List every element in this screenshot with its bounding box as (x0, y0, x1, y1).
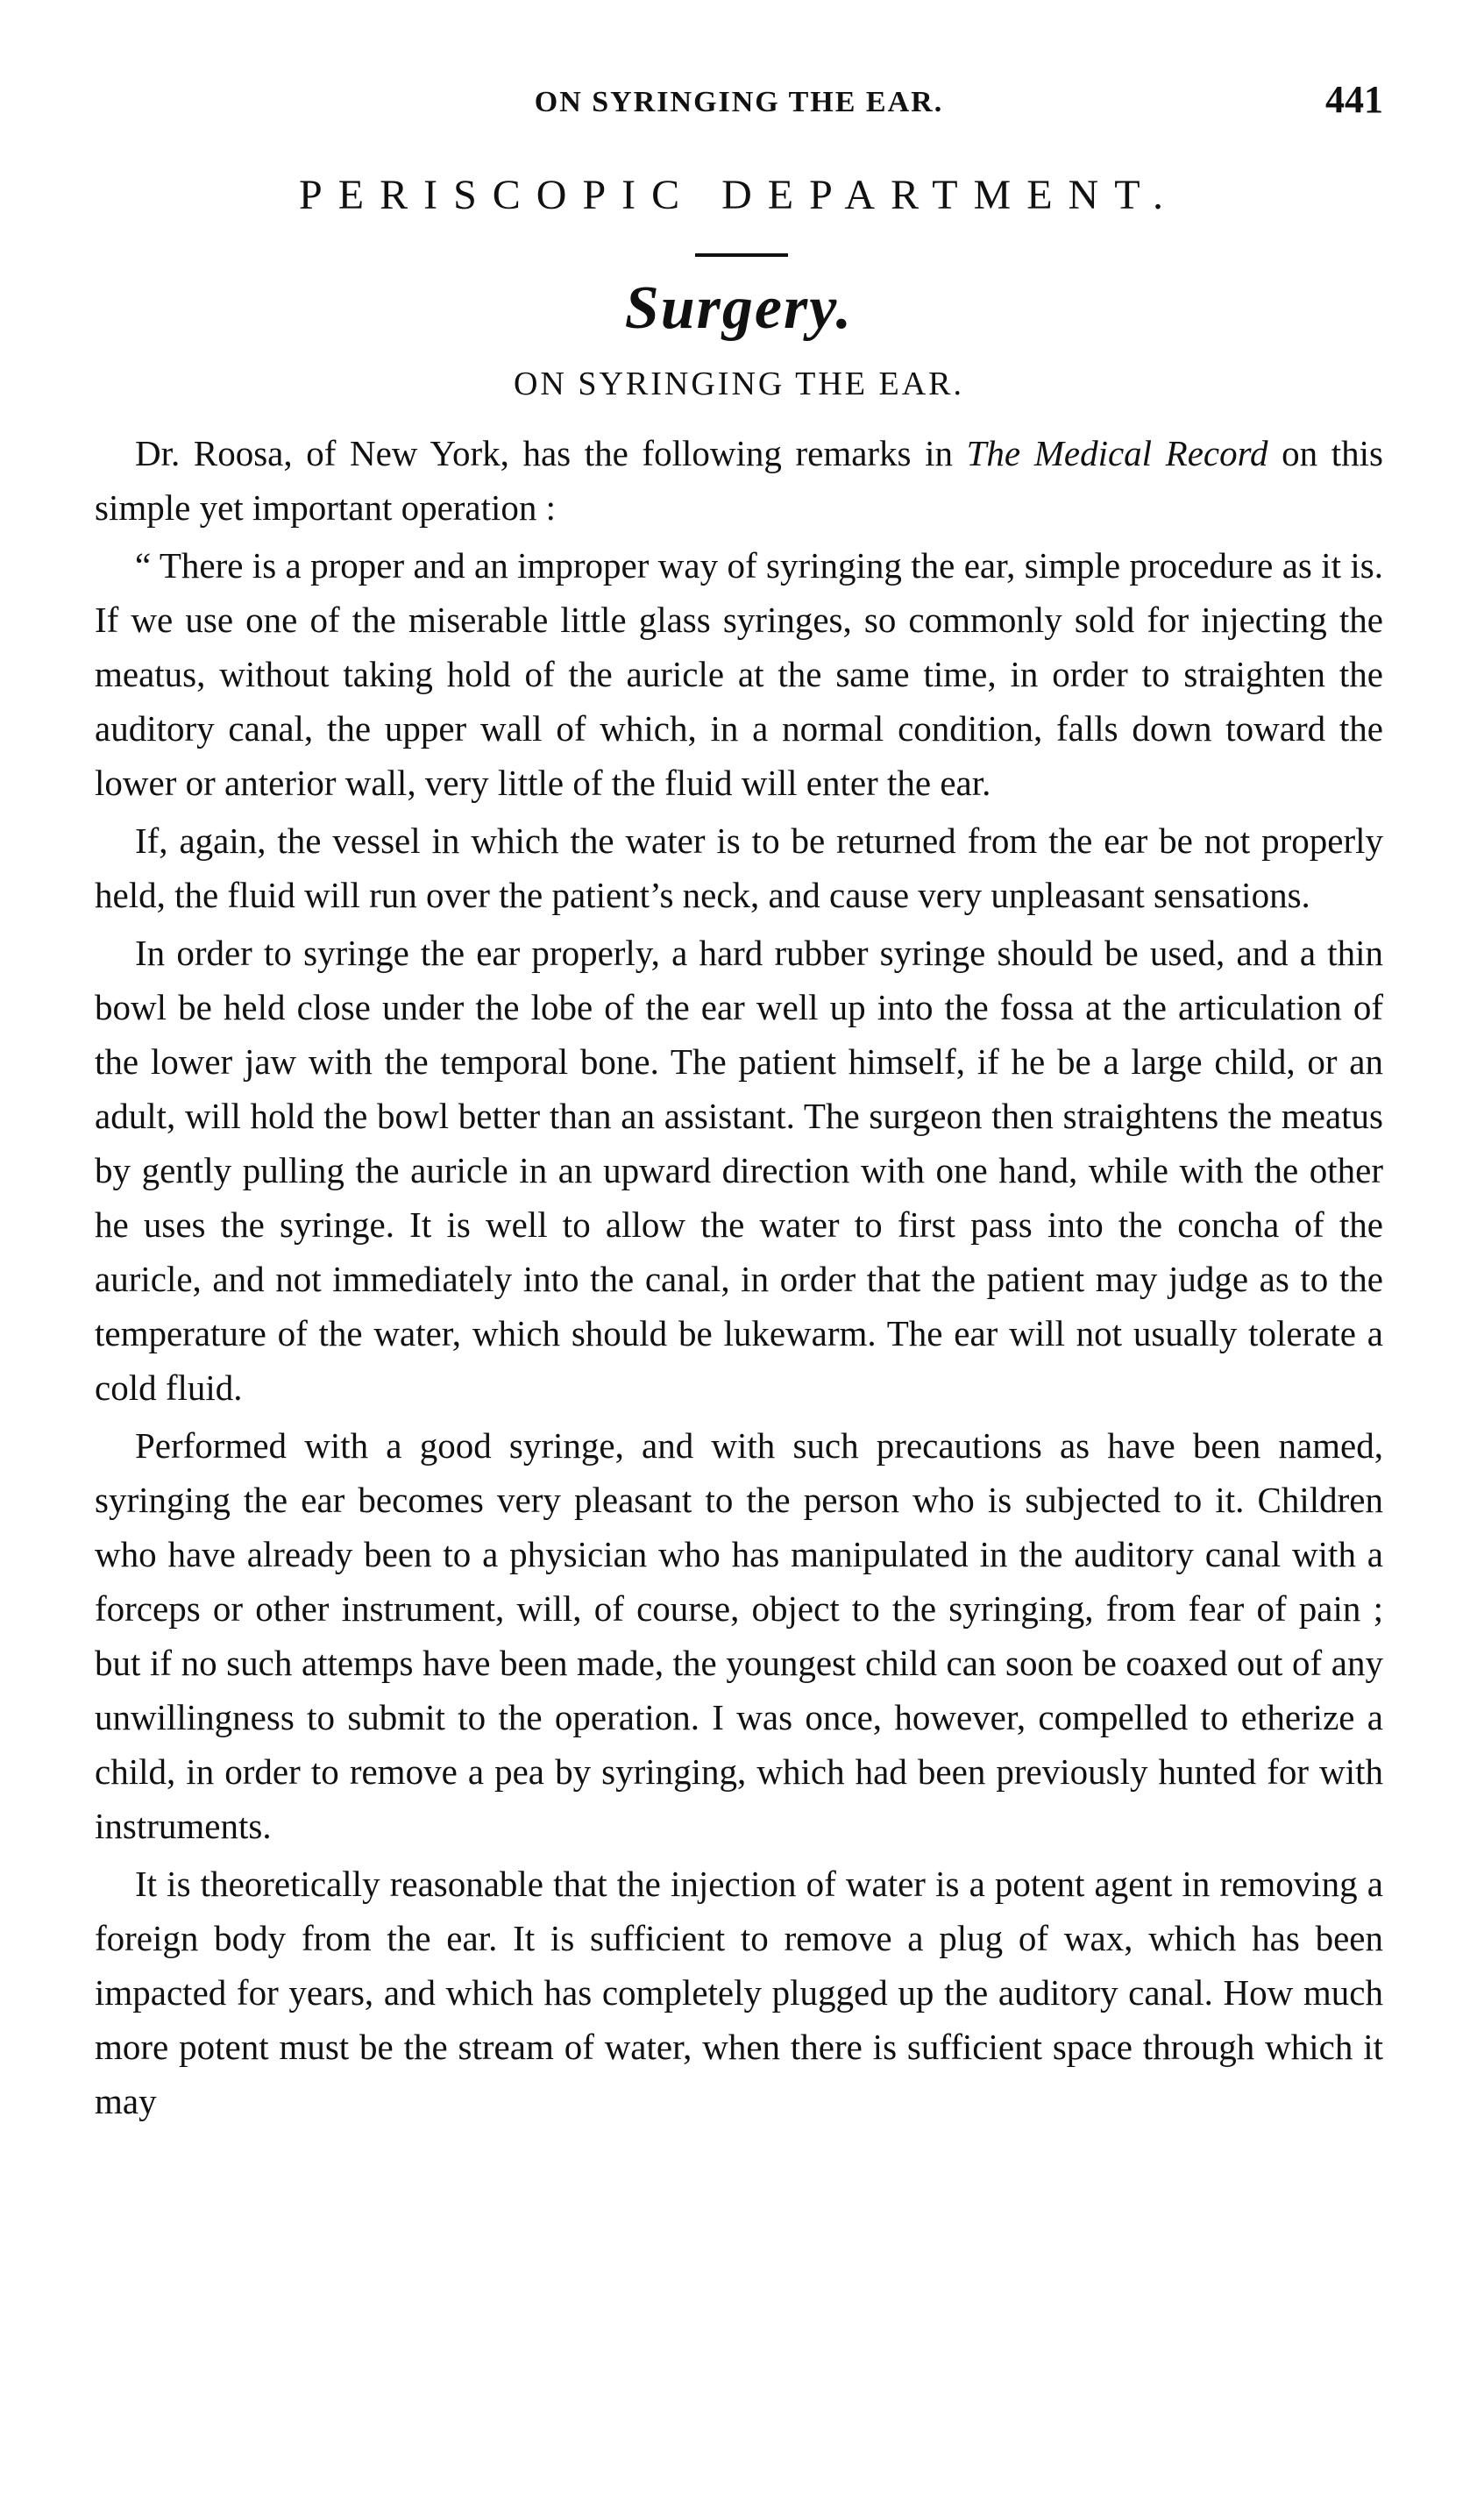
paragraph: If, again, the vessel in which the water is to be returned from the ear be not properly held, the fluid will run over the patient’s neck, and cause very unpleasant sensations. (95, 820, 1383, 915)
page-number: 441 (1325, 78, 1383, 121)
paragraph: “ There is a proper and an improper way of syringing the ear, simple procedure as it is. If we use one of the miserable little glass syringes, so commonly sold for injecting the meatus, without taking hold of the auricle at the same time, in order to straighten the auditory canal, the upper wall of which, in a normal condition, falls down toward the lower or anterior wall, very little of the fluid will enter the ear. (95, 545, 1383, 803)
article-title: ON SYRINGING THE EAR. (513, 366, 965, 402)
intro-text-end: on this simple yet important operation : (95, 433, 1383, 528)
title-rule (695, 253, 788, 257)
intro-text: Dr. Roosa, of New York, has the following remarks in (135, 433, 967, 473)
department-title: PERISCOPIC DEPARTMENT. (299, 172, 1179, 218)
paragraph: Performed with a good syringe, and with such precautions as have been named, syringing the ear becomes very pleasant to the person who is subjected to it. Children who have already been to a physician who has manipulated in the auditory canal with a forceps or other instrument, will, of course, object to the syringing, from fear of pain ; but if no such attemps have been made, the youngest child can soon be coaxed out of any unwillingness to submit to the operation. I was once, however, compelled to etherize a child, in order to remove a pea by syringing, which had been previously hunted for with instruments. (95, 1425, 1383, 1846)
journal-title: The Medical Record (966, 433, 1268, 473)
paragraph: In order to syringe the ear properly, a hard rubber syringe should be used, and a thin bowl be held close under the lobe of the ear well up into the fossa at the articulation of the lower jaw with the temporal bone. The patient himself, if he be a large child, or an adult, will hold the bowl better than an assistant. The surgeon then straightens the meatus by gently pulling the auricle in an upward direction with one hand, while with the other he uses the syringe. It is well to allow the water to first pass into the concha of the auricle, and not immediately into the canal, in order that the patient may judge as to the temperature of the water, which should be lukewarm. The ear will not usually tolerate a cold fluid. (95, 933, 1383, 1408)
running-title: ON SYRINGING THE EAR. (534, 86, 944, 118)
section-title: Surgery. (624, 274, 854, 342)
book-page (95, 0, 1383, 2500)
paragraph-intro (95, 426, 1383, 535)
article-body (95, 426, 1383, 2128)
running-header (95, 77, 1383, 121)
paragraph: It is theoretically reasonable that the injection of water is a potent agent in removing a foreign body from the ear. It is sufficient to remove a plug of wax, which has been impacted for years, and which has completely plugged up the auditory canal. How much more potent must be the stream of water, when there is sufficient space through which it may (95, 1864, 1383, 2121)
